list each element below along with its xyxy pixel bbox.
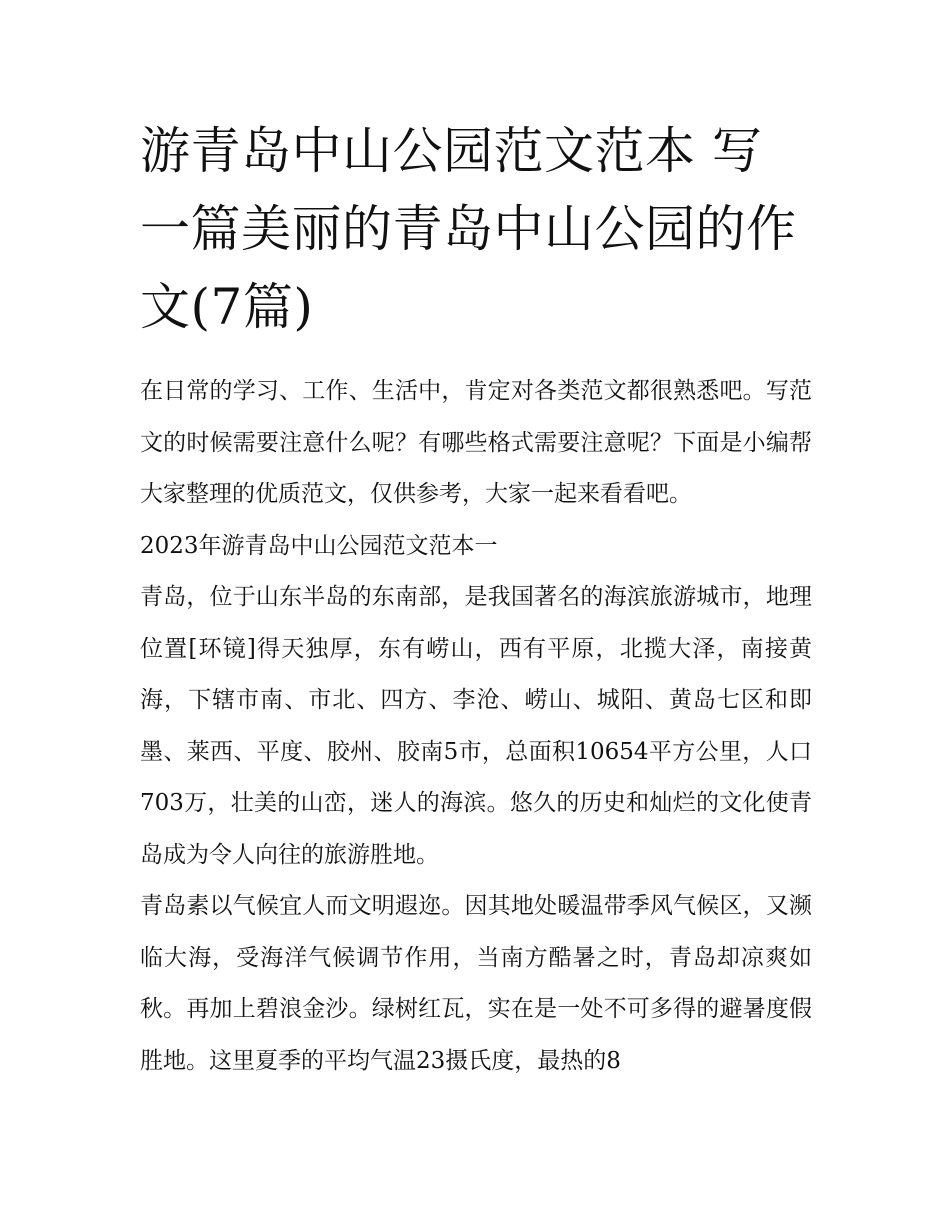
document-title: 游青岛中山公园范文范本 写一篇美丽的青岛中山公园的作文(7篇) [140,122,797,336]
body-paragraph: 青岛，位于山东半岛的东南部，是我国著名的海滨旅游城市，地理位置[环镜]得天独厚，东有崂山，西有平原，北揽大泽，南接黄海，下辖市南、市北、四方、李沧、崂山、城阳、黄岛七区和即墨、莱西、平度、胶州、胶南5市，总面积10654平方公里，人口703万，壮美的山峦，迷人的海滨。悠久的历史和灿烂的文化使青岛成为令人向往的旅游胜地。 [140,584,812,868]
section-heading: 2023年游青岛中山公园范文范本一 [140,532,498,559]
intro-paragraph: 在日常的学习、工作、生活中，肯定对各类范文都很熟悉吧。写范文的时候需要注意什么呢？有哪些格式需要注意呢？下面是小编帮大家整理的优质范文，仅供参考，大家一起来看看吧。 [140,378,812,507]
body-paragraph: 青岛素以气候宜人而文明遐迩。因其地处暖温带季风气候区，又濒临大海，受海洋气候调节作用，当南方酷暑之时，青岛却凉爽如秋。再加上碧浪金沙。绿树红瓦，实在是一处不可多得的避暑度假胜地。这里夏季的平均气温23摄氏度，最热的8 [140,893,812,1074]
document-body [140,112,812,1087]
